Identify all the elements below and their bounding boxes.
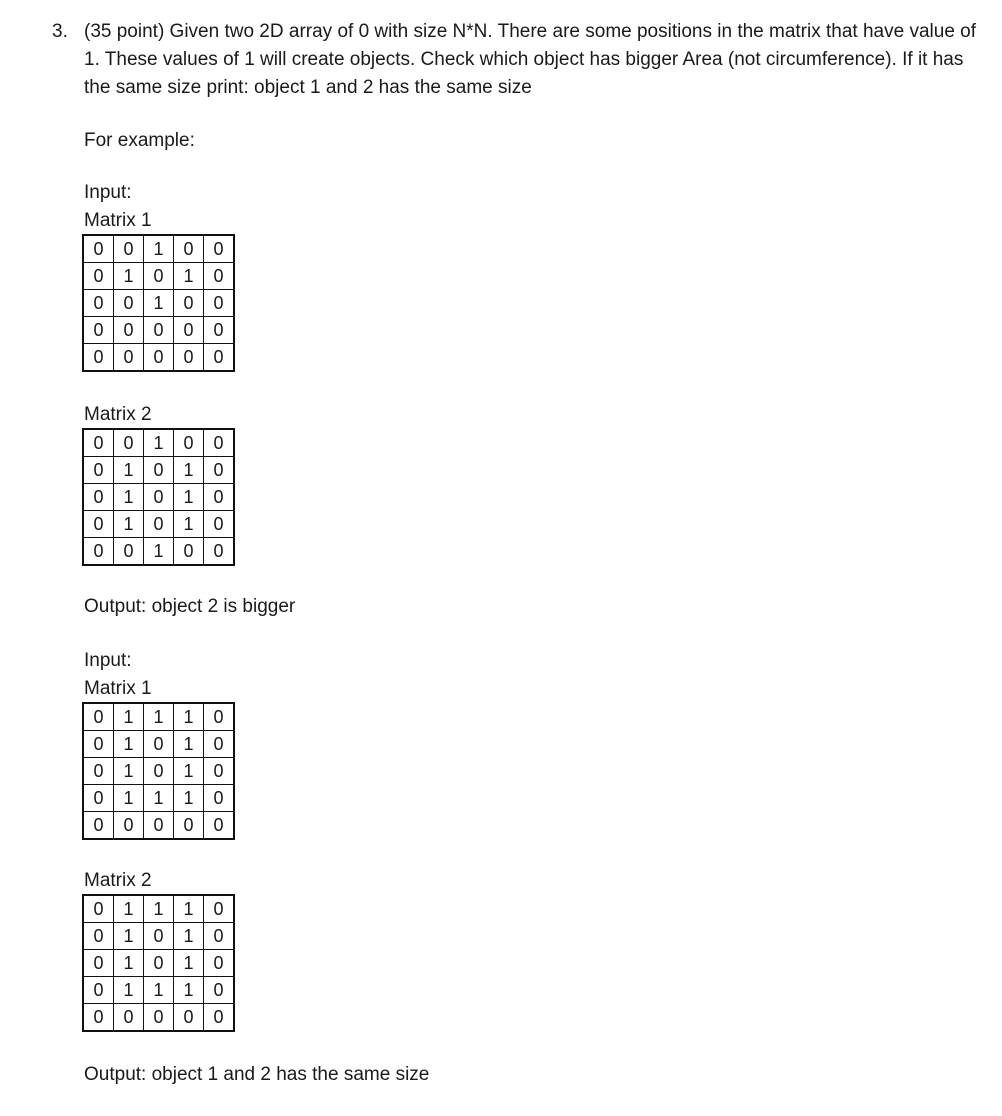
matrix-cell: 0 bbox=[174, 317, 204, 344]
matrix-cell: 0 bbox=[83, 235, 114, 263]
matrix-cell: 0 bbox=[174, 290, 204, 317]
matrix-cell: 0 bbox=[204, 1004, 235, 1032]
matrix-cell: 1 bbox=[174, 731, 204, 758]
matrix-cell: 0 bbox=[83, 758, 114, 785]
matrix-cell: 0 bbox=[174, 1004, 204, 1032]
matrix-cell: 1 bbox=[144, 429, 174, 457]
example-1-input-label: Input: bbox=[84, 182, 132, 203]
matrix-cell: 1 bbox=[144, 895, 174, 923]
matrix-cell: 1 bbox=[144, 977, 174, 1004]
matrix-cell: 0 bbox=[83, 1004, 114, 1032]
for-example-label: For example: bbox=[84, 130, 195, 151]
matrix-cell: 0 bbox=[204, 344, 235, 372]
matrix-cell: 0 bbox=[174, 235, 204, 263]
matrix-cell: 0 bbox=[204, 977, 235, 1004]
matrix-cell: 1 bbox=[144, 703, 174, 731]
matrix-cell: 0 bbox=[83, 429, 114, 457]
matrix-cell: 0 bbox=[204, 457, 235, 484]
matrix-cell: 0 bbox=[204, 895, 235, 923]
example-1-matrix-2-label: Matrix 2 bbox=[84, 404, 152, 425]
matrix-cell: 0 bbox=[83, 538, 114, 566]
example-1-output: Output: object 2 is bigger bbox=[84, 596, 296, 617]
matrix-cell: 0 bbox=[174, 429, 204, 457]
matrix-cell: 0 bbox=[144, 484, 174, 511]
matrix-row bbox=[83, 977, 234, 1004]
matrix-cell: 1 bbox=[114, 923, 144, 950]
matrix-cell: 0 bbox=[144, 923, 174, 950]
matrix-cell: 0 bbox=[144, 263, 174, 290]
example-2-matrix-1-label: Matrix 1 bbox=[84, 678, 152, 699]
matrix-cell: 1 bbox=[174, 511, 204, 538]
matrix-row bbox=[83, 731, 234, 758]
matrix-row bbox=[83, 344, 234, 372]
matrix-cell: 0 bbox=[204, 263, 235, 290]
matrix-cell: 1 bbox=[174, 895, 204, 923]
matrix-cell: 0 bbox=[144, 812, 174, 840]
matrix-cell: 1 bbox=[174, 703, 204, 731]
matrix-cell: 0 bbox=[174, 812, 204, 840]
matrix-cell: 1 bbox=[114, 895, 144, 923]
example-1-matrix-1 bbox=[82, 234, 235, 372]
example-2-input-label: Input: bbox=[84, 650, 132, 671]
matrix-cell: 0 bbox=[174, 344, 204, 372]
matrix-cell: 1 bbox=[144, 785, 174, 812]
matrix-row bbox=[83, 429, 234, 457]
matrix-cell: 1 bbox=[114, 703, 144, 731]
matrix-cell: 0 bbox=[204, 429, 235, 457]
matrix-cell: 1 bbox=[174, 950, 204, 977]
matrix-cell: 0 bbox=[83, 511, 114, 538]
matrix-cell: 0 bbox=[83, 344, 114, 372]
matrix-row bbox=[83, 923, 234, 950]
matrix-cell: 0 bbox=[144, 511, 174, 538]
matrix-cell: 0 bbox=[144, 731, 174, 758]
matrix-cell: 0 bbox=[83, 950, 114, 977]
matrix-cell: 0 bbox=[83, 457, 114, 484]
matrix-row bbox=[83, 290, 234, 317]
matrix-cell: 0 bbox=[83, 731, 114, 758]
example-1-matrix-2 bbox=[82, 428, 235, 566]
matrix-cell: 0 bbox=[204, 290, 235, 317]
matrix-cell: 0 bbox=[144, 758, 174, 785]
matrix-cell: 0 bbox=[114, 812, 144, 840]
matrix-cell: 1 bbox=[174, 484, 204, 511]
example-2-matrix-2-label: Matrix 2 bbox=[84, 870, 152, 891]
matrix-row bbox=[83, 785, 234, 812]
matrix-cell: 1 bbox=[174, 977, 204, 1004]
matrix-row bbox=[83, 317, 234, 344]
matrix-row bbox=[83, 484, 234, 511]
matrix-cell: 0 bbox=[144, 950, 174, 977]
matrix-cell: 0 bbox=[204, 317, 235, 344]
matrix-row bbox=[83, 538, 234, 566]
matrix-cell: 0 bbox=[204, 758, 235, 785]
matrix-cell: 0 bbox=[114, 429, 144, 457]
question-text: (35 point) Given two 2D array of 0 with size N*N. There are some positions in the matrix that have value of 1. These values of 1 will create objects. Check which object has bigger Area (not circumference). If it has the same size print: object 1 and 2 has the same size bbox=[84, 21, 977, 98]
matrix-cell: 1 bbox=[144, 290, 174, 317]
matrix-row bbox=[83, 895, 234, 923]
matrix-cell: 0 bbox=[204, 950, 235, 977]
example-2-matrix-1 bbox=[82, 702, 235, 840]
matrix-cell: 0 bbox=[144, 1004, 174, 1032]
matrix-cell: 0 bbox=[114, 538, 144, 566]
matrix-row bbox=[83, 511, 234, 538]
matrix-cell: 0 bbox=[204, 511, 235, 538]
matrix-cell: 0 bbox=[83, 977, 114, 1004]
matrix-cell: 0 bbox=[114, 235, 144, 263]
matrix-cell: 0 bbox=[83, 923, 114, 950]
matrix-row bbox=[83, 263, 234, 290]
matrix-cell: 0 bbox=[204, 484, 235, 511]
matrix-cell: 0 bbox=[204, 235, 235, 263]
matrix-cell: 0 bbox=[83, 484, 114, 511]
matrix-cell: 0 bbox=[83, 290, 114, 317]
matrix-cell: 0 bbox=[83, 263, 114, 290]
matrix-cell: 1 bbox=[174, 457, 204, 484]
matrix-cell: 1 bbox=[174, 758, 204, 785]
matrix-cell: 1 bbox=[114, 950, 144, 977]
matrix-cell: 0 bbox=[204, 538, 235, 566]
matrix-cell: 1 bbox=[114, 457, 144, 484]
matrix-cell: 0 bbox=[114, 1004, 144, 1032]
matrix-cell: 1 bbox=[114, 511, 144, 538]
matrix-cell: 1 bbox=[114, 758, 144, 785]
matrix-cell: 1 bbox=[174, 263, 204, 290]
matrix-cell: 0 bbox=[204, 731, 235, 758]
matrix-cell: 1 bbox=[174, 923, 204, 950]
matrix-cell: 1 bbox=[114, 977, 144, 1004]
example-2-output: Output: object 1 and 2 has the same size bbox=[84, 1064, 430, 1085]
matrix-cell: 0 bbox=[144, 317, 174, 344]
matrix-row bbox=[83, 812, 234, 840]
matrix-cell: 1 bbox=[114, 263, 144, 290]
example-2-matrix-2 bbox=[82, 894, 235, 1032]
matrix-cell: 1 bbox=[114, 785, 144, 812]
matrix-cell: 0 bbox=[144, 457, 174, 484]
matrix-row bbox=[83, 950, 234, 977]
question-number: 3. bbox=[52, 21, 68, 42]
matrix-cell: 0 bbox=[114, 290, 144, 317]
matrix-cell: 0 bbox=[174, 538, 204, 566]
matrix-cell: 1 bbox=[144, 538, 174, 566]
matrix-cell: 1 bbox=[144, 235, 174, 263]
matrix-cell: 1 bbox=[114, 484, 144, 511]
matrix-cell: 1 bbox=[114, 731, 144, 758]
matrix-cell: 0 bbox=[83, 895, 114, 923]
matrix-cell: 0 bbox=[83, 703, 114, 731]
matrix-cell: 0 bbox=[144, 344, 174, 372]
matrix-row bbox=[83, 457, 234, 484]
matrix-cell: 0 bbox=[83, 812, 114, 840]
example-1-matrix-1-label: Matrix 1 bbox=[84, 210, 152, 231]
matrix-cell: 0 bbox=[83, 785, 114, 812]
matrix-cell: 0 bbox=[204, 812, 235, 840]
matrix-cell: 0 bbox=[204, 703, 235, 731]
matrix-cell: 0 bbox=[204, 923, 235, 950]
matrix-cell: 0 bbox=[83, 317, 114, 344]
matrix-cell: 0 bbox=[114, 317, 144, 344]
matrix-cell: 0 bbox=[114, 344, 144, 372]
matrix-row bbox=[83, 758, 234, 785]
matrix-row bbox=[83, 703, 234, 731]
matrix-cell: 0 bbox=[204, 785, 235, 812]
matrix-cell: 1 bbox=[174, 785, 204, 812]
matrix-row bbox=[83, 1004, 234, 1032]
matrix-row bbox=[83, 235, 234, 263]
